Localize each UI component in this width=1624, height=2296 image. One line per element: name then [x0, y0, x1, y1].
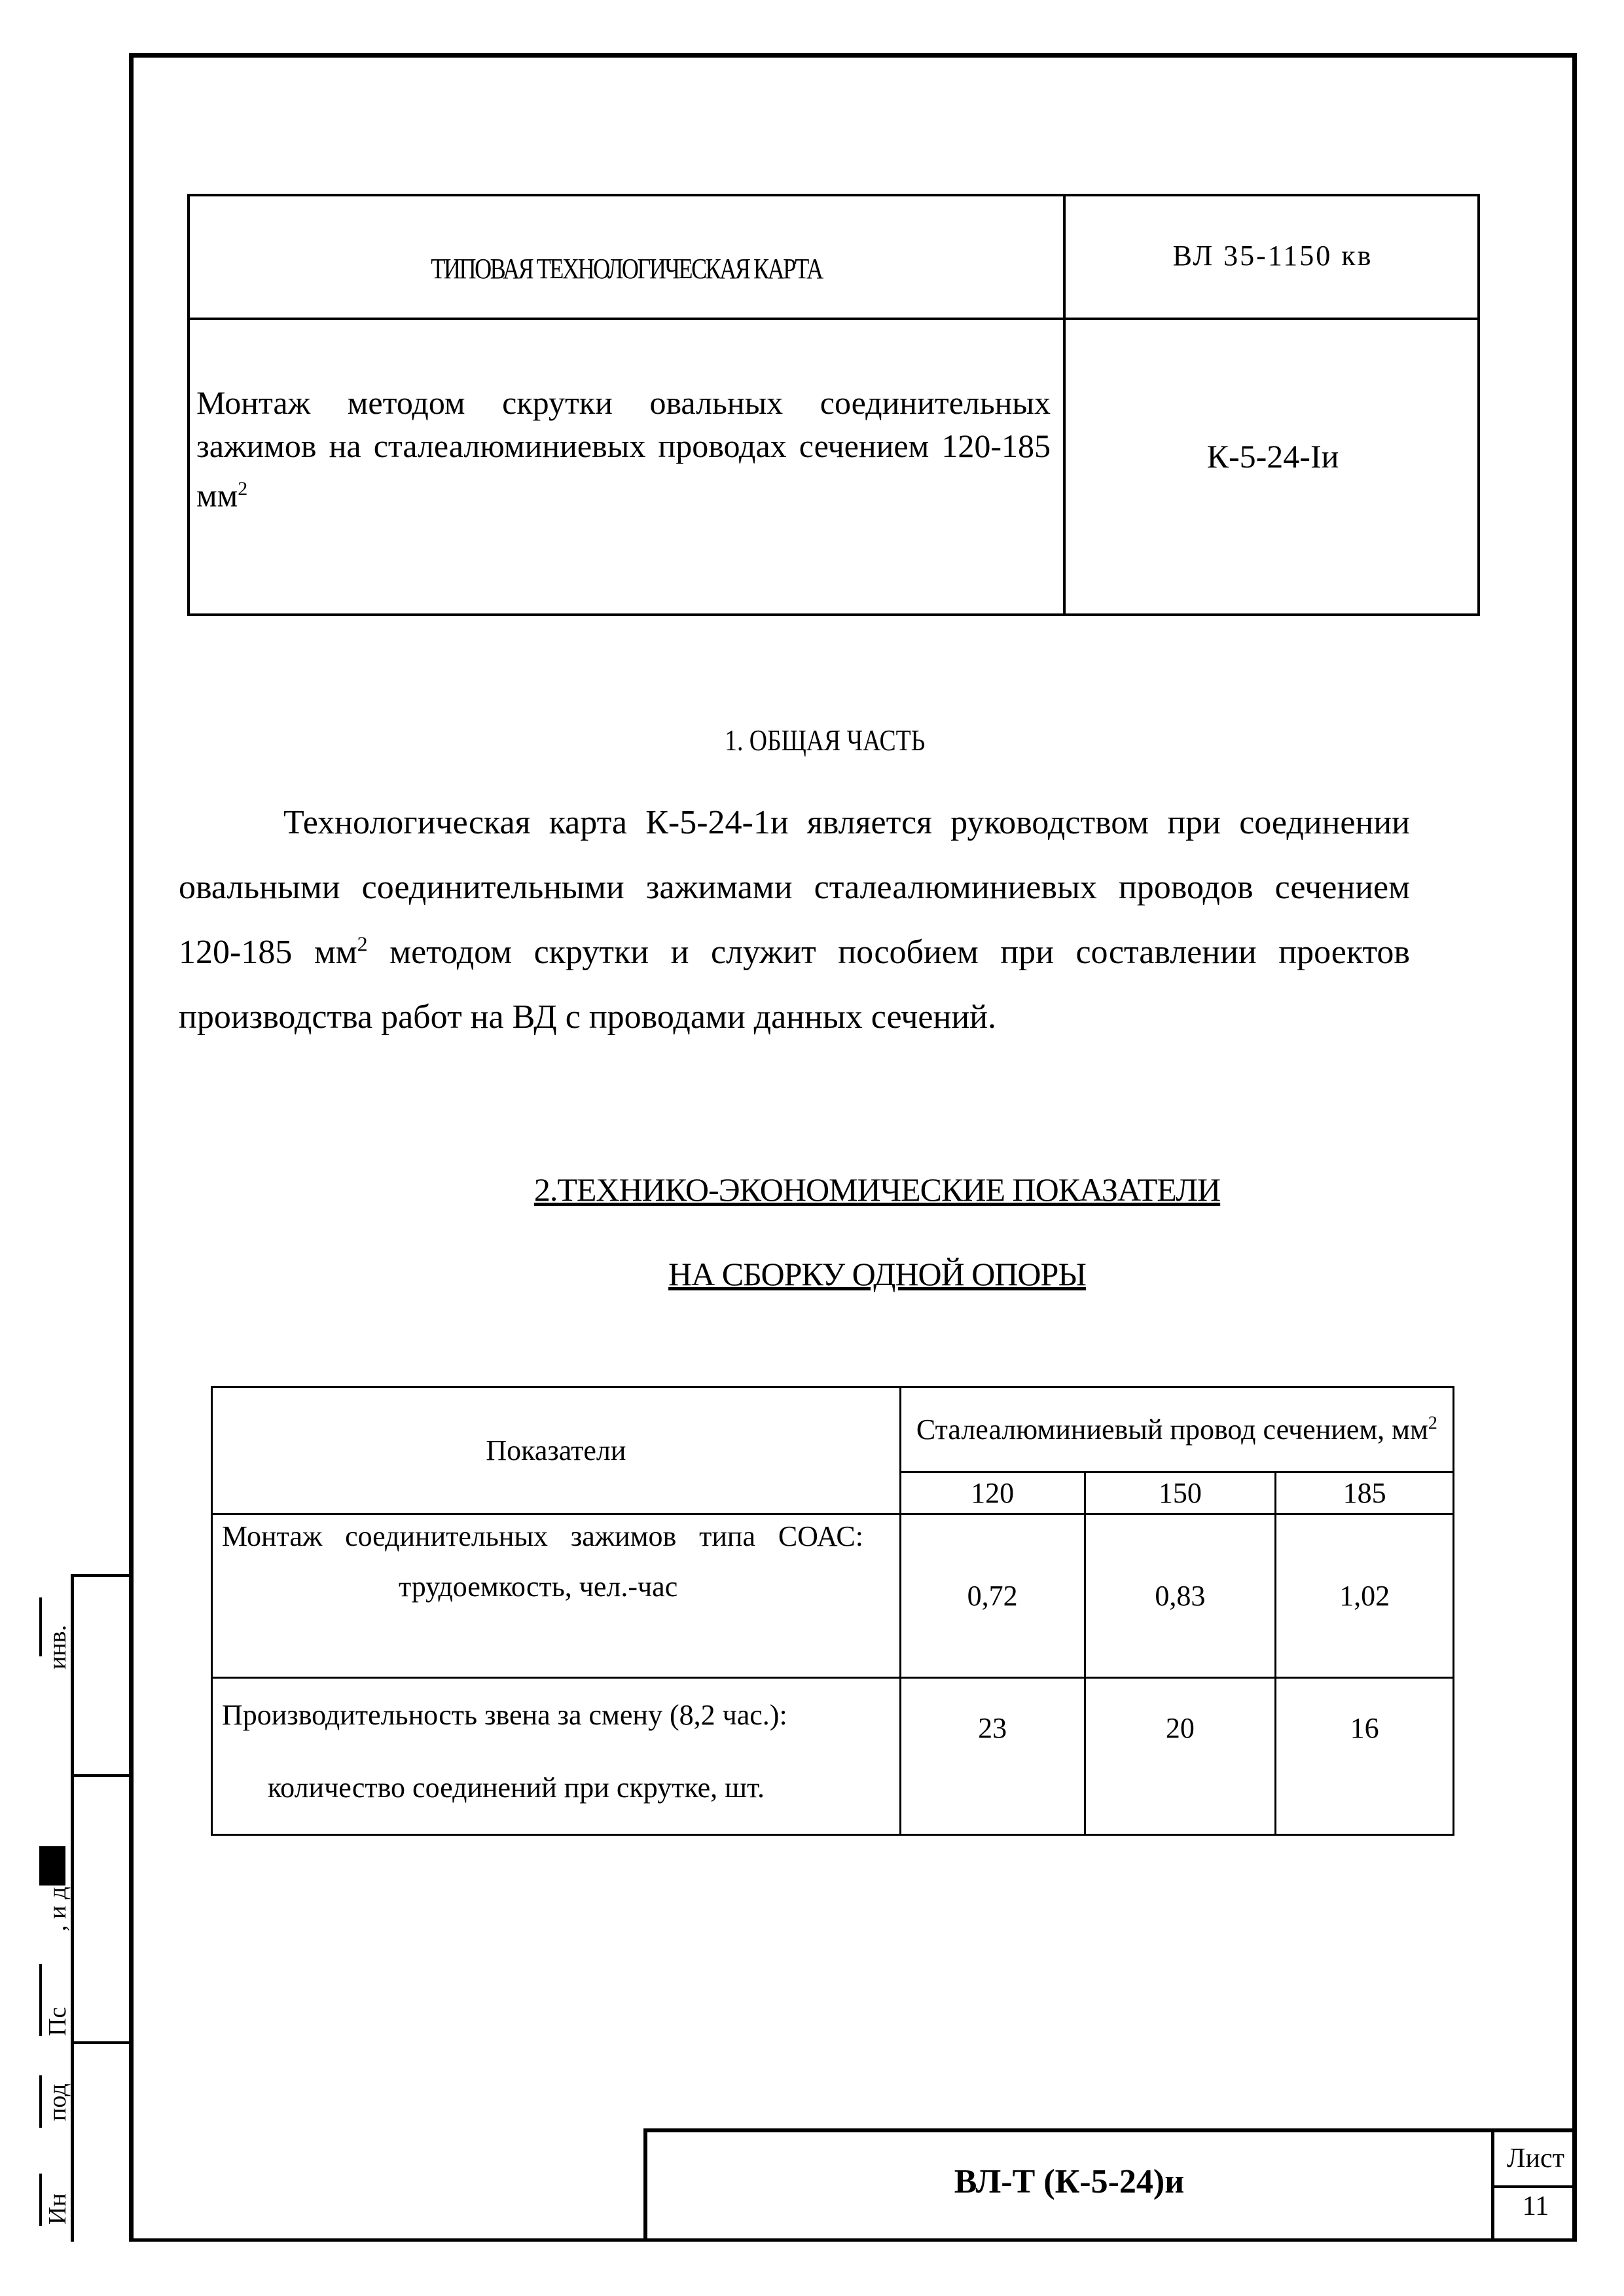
header-title: ТИПОВАЯ ТЕХНОЛОГИЧЕСКАЯ КАРТА: [431, 253, 822, 285]
row2-value-185: 16: [1276, 1678, 1454, 1835]
sidebar-label-pod: под: [44, 2083, 71, 2121]
table-row: [212, 1678, 1454, 1835]
section1-text-a: Технологическая карта К-5-24-1и является руководством при соединении овальными соединительными зажимами сталеалюминиевых проводов сечением 120-185 мм: [179, 804, 1410, 971]
header-sheet-code: К-5-24-Iи: [1206, 438, 1339, 475]
row2-value-120: 23: [900, 1678, 1085, 1835]
title-block: [643, 2128, 1577, 2242]
row2-label: [212, 1678, 901, 1835]
sidebar-mark-2: [39, 1964, 42, 2036]
section1-text-sup: 2: [357, 932, 368, 956]
row2-label-line1: Производительность звена за смену (8,2 час.):: [222, 1699, 787, 1731]
row1-value-185: 1,02: [1276, 1514, 1454, 1678]
row2-label-line2: количество соединений при скрутке, шт.: [268, 1772, 765, 1804]
row1-value-120: 0,72: [900, 1514, 1085, 1678]
sidebar-rule-2: [71, 2041, 134, 2044]
row1-label: [212, 1514, 901, 1678]
document-code: ВЛ-Т (К-5-24)и: [954, 2163, 1185, 2200]
indicators-group-header-text: Сталеалюминиевый провод сечением, мм: [916, 1413, 1428, 1446]
section2-title-line1: 2.ТЕХНИКО-ЭКОНОМИЧЕСКИЕ ПОКАЗАТЕЛИ: [533, 1171, 1221, 1208]
row1-label-line1: Монтаж соединительных зажимов типа СОАС:: [222, 1520, 863, 1552]
sidebar-label-inv: инв.: [44, 1624, 71, 1669]
table-row: [212, 1514, 1454, 1678]
section-120: 120: [900, 1472, 1085, 1514]
sheet-label: Лист: [1507, 2143, 1564, 2174]
title-block-sheet-divider: [1494, 2185, 1577, 2188]
section1-text-b: методом скрутки и служит пособием при составлении проектов производства работ на ВД с проводами данных сечений.: [179, 934, 1410, 1036]
header-code: ВЛ 35-1150 кв: [1172, 240, 1373, 272]
sidebar-redaction: [39, 1846, 65, 1886]
sheet-number: 11: [1522, 2191, 1549, 2221]
header-table: [187, 194, 1480, 616]
header-description-text: Монтаж методом скрутки овальных соединительных зажимов на сталеалюминиевых проводах сечением 120-185 мм: [196, 384, 1051, 514]
section-185: 185: [1276, 1472, 1454, 1514]
section2-title-line2: НА СБОРКУ ОДНОЙ ОПОРЫ: [668, 1256, 1086, 1292]
sidebar-mark-3: [39, 2075, 42, 2128]
indicators-group-header: [900, 1387, 1453, 1472]
section-150: 150: [1085, 1472, 1276, 1514]
header-description-sup: 2: [238, 478, 248, 500]
indicators-col-header: Показатели: [212, 1387, 901, 1514]
sidebar-label-in: Ин: [44, 2193, 71, 2225]
section1-title: 1. ОБЩАЯ ЧАСТЬ: [725, 723, 926, 757]
sidebar-rule-1: [71, 1774, 134, 1777]
sidebar-label-date: , и д: [44, 1886, 71, 1931]
sidebar-mark-4: [39, 2174, 42, 2226]
row1-label-line2: трудоемкость, чел.-час: [399, 1571, 678, 1603]
indicators-group-header-sup: 2: [1428, 1412, 1437, 1433]
sidebar-rule-top: [71, 1574, 134, 1577]
sidebar-label-po: Пс: [44, 2007, 71, 2036]
indicators-table: [211, 1386, 1454, 1836]
section1-paragraph: [179, 790, 1410, 1049]
header-divider-horizontal: [190, 318, 1477, 320]
header-description: [196, 381, 1051, 517]
row2-value-150: 20: [1085, 1678, 1276, 1835]
sidebar-mark-1: [39, 1597, 42, 1656]
row1-value-150: 0,83: [1085, 1514, 1276, 1678]
